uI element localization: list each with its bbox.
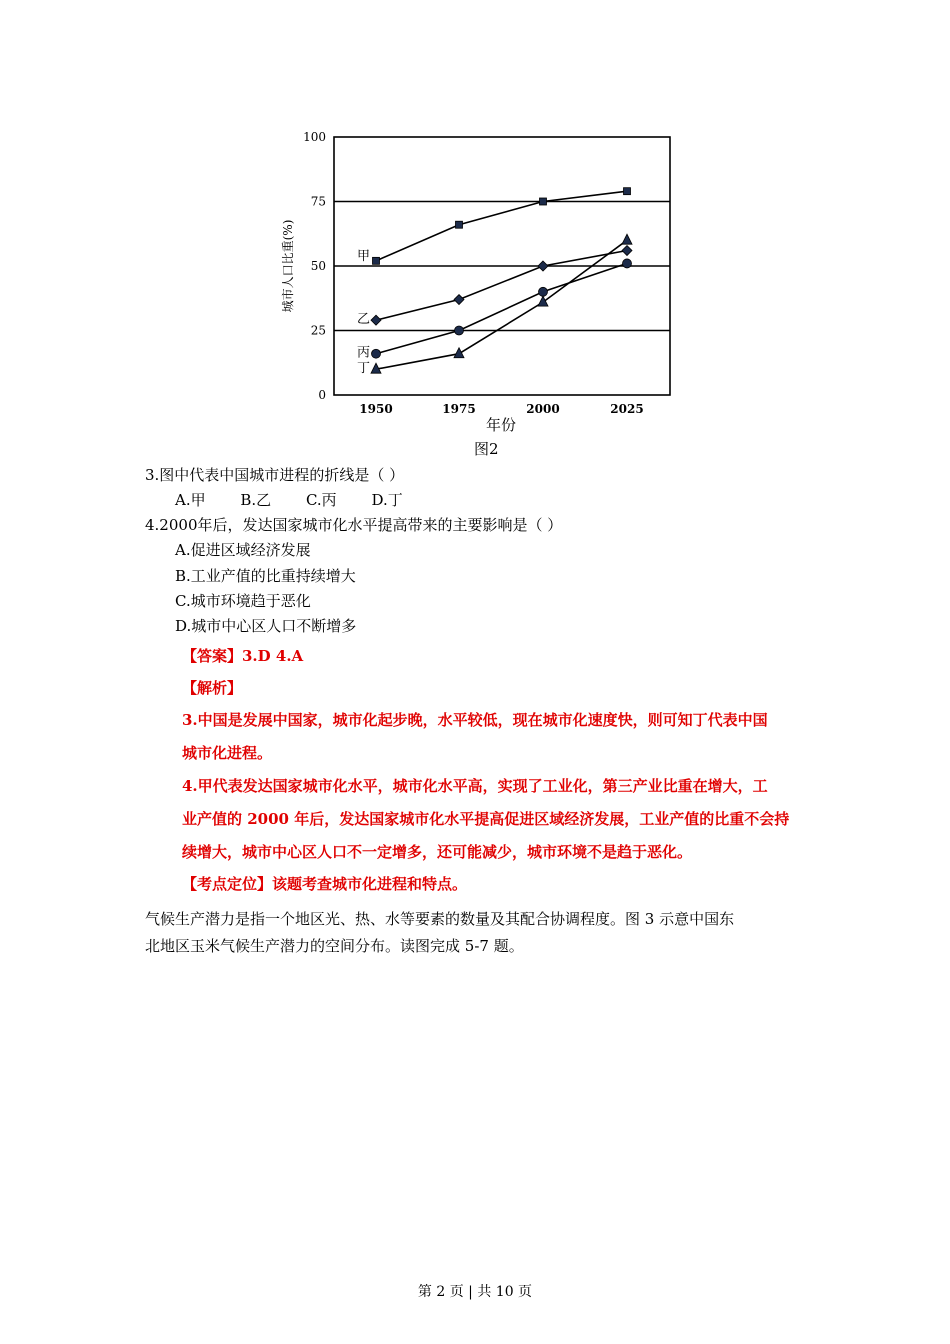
page-footer: 第 2 页 | 共 10 页	[417, 1284, 533, 1300]
q4-option-a: A.促进区域经济发展	[175, 541, 311, 559]
y-axis-title: 城市人口比重(%)	[281, 219, 295, 313]
x-tick-label: 1975	[442, 402, 476, 416]
x-tick-label: 1950	[359, 402, 393, 416]
chart-series	[371, 188, 632, 374]
series-label: 甲	[356, 248, 370, 264]
data-point-triangle	[454, 348, 464, 358]
analysis-line-5: 续增大，城市中心区人口不一定增多，还可能减少，城市环境不是趋于恶化。	[182, 843, 693, 861]
q3-option-b: B.乙	[240, 491, 272, 509]
analysis-line-2: 城市化进程。	[182, 744, 273, 762]
answer-label: 【答案】3.D 4.A	[182, 647, 304, 665]
series-label: 丙	[356, 345, 370, 361]
question-3-options	[175, 489, 433, 510]
series-line	[376, 251, 627, 321]
data-point-circle	[455, 326, 464, 335]
analysis-label: 【解析】	[182, 679, 243, 697]
intro-line-1: 气候生产潜力是指一个地区光、热、水等要素的数量及其配合协调程度。图 3 示意中国东	[145, 910, 735, 928]
data-point-diamond	[454, 295, 464, 305]
analysis-line-4: 业产值的 2000 年后，发达国家城市化水平提高促进区域经济发展，工业产值的比重不会持	[182, 810, 790, 828]
x-axis-title: 年份	[485, 416, 517, 434]
y-tick-label: 50	[310, 259, 326, 273]
urbanization-line-chart	[270, 125, 690, 435]
data-point-circle	[539, 287, 548, 296]
q3-option-a: A.甲	[175, 491, 206, 509]
x-tick-label: 2025	[610, 402, 644, 416]
y-tick-label: 100	[303, 130, 326, 144]
q4-option-d: D.城市中心区人口不断增多	[175, 617, 357, 635]
data-point-triangle	[622, 234, 632, 244]
analysis-line-3: 4.甲代表发达国家城市化水平，城市化水平高，实现了工业化，第三产业比重在增大，工	[182, 777, 768, 795]
intro-line-2: 北地区玉米气候生产潜力的空间分布。读图完成 5-7 题。	[145, 937, 524, 955]
question-4-stem: 4.2000年后，发达国家城市化水平提高带来的主要影响是（ ）	[145, 516, 563, 534]
x-tick-label: 2000	[526, 402, 560, 416]
data-point-diamond	[371, 315, 381, 325]
figure-caption: 图2	[474, 440, 499, 458]
series-line	[376, 263, 627, 353]
q3-option-d: D.丁	[371, 491, 403, 509]
q4-option-b: B.工业产值的比重持续增大	[175, 567, 356, 585]
data-point-diamond	[622, 246, 632, 256]
series-label: 丁	[356, 361, 370, 377]
data-point-circle	[623, 259, 632, 268]
series-label: 乙	[356, 312, 370, 328]
data-point-square	[456, 221, 463, 228]
data-point-circle	[372, 349, 381, 358]
question-3-stem: 3.图中代表中国城市进程的折线是（ ）	[145, 466, 405, 484]
data-point-diamond	[538, 261, 548, 271]
data-point-square	[373, 257, 380, 264]
y-tick-label: 75	[310, 194, 326, 209]
analysis-line-1: 3.中国是发展中国家，城市化起步晚，水平较低，现在城市化速度快，则可知丁代表中国	[182, 711, 768, 729]
q3-option-c: C.丙	[305, 491, 337, 509]
y-tick-label: 0	[318, 388, 326, 402]
q4-option-c: C.城市环境趋于恶化	[175, 592, 311, 610]
kaodian-line: 【考点定位】该题考查城市化进程和特点。	[182, 875, 468, 893]
data-point-square	[624, 188, 631, 195]
data-point-triangle	[538, 296, 548, 306]
data-point-square	[540, 198, 547, 205]
series-line	[376, 240, 627, 369]
y-tick-label: 25	[310, 323, 326, 338]
